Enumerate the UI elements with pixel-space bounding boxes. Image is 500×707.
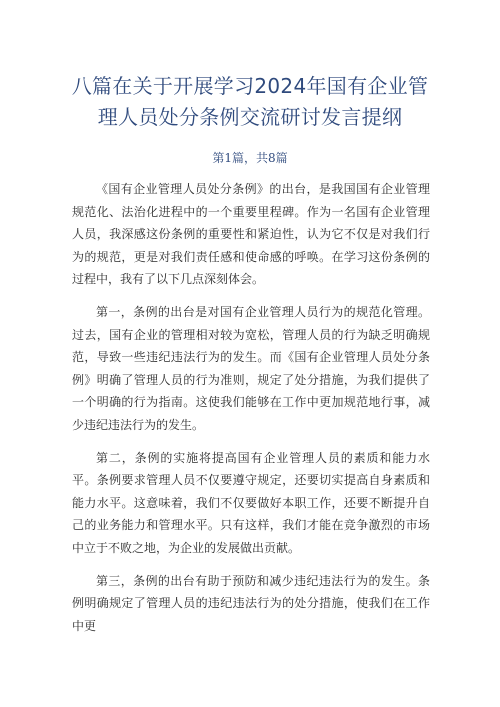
document-body: [72, 178, 430, 647]
paragraph: 第二，条例的实施将提高国有企业管理人员的素质和能力水平。条例要求管理人员不仅要遵守规定，还要切实提高自身素质和能力水平。这意味着，我们不仅要做好本职工作，还要不断提升自己的业务能力和管理水平。只有这样，我们才能在竞争激烈的市场中立于不败之地，为企业的发展做出贡献。: [72, 450, 430, 555]
document-title: 八篇在关于开展学习2024年国有企业管理人员处分条例交流研讨发言提纲: [71, 74, 429, 130]
paragraph: 《国有企业管理人员处分条例》的出台，是我国国有企业管理规范化、法治化进程中的一个重要里程碑。作为一名国有企业管理人员，我深感这份条例的重要性和紧迫性，认为它不仅是对我们行为的规范，更是对我们责任感和使命感的呼唤。在学习这份条例的过程中，我有了以下几点深刻体会。: [72, 182, 430, 287]
paragraph: 第一，条例的出台是对国有企业管理人员行为的规范化管理。过去，国有企业的管理相对较为宽松，管理人员的行为缺乏明确规范，导致一些违纪违法行为的发生。而《国有企业管理人员处分条例》明确了管理人员的行为准则，规定了处分措施，为我们提供了一个明确的行为指南。这使我们能够在工作中更加规范地行事，减少违纪违法行为的发生。: [72, 304, 430, 432]
paragraph: 第三，条例的出台有助于预防和减少违纪违法行为的发生。条例明确规定了管理人员的违纪违法行为的处分措施，使我们在工作中更: [72, 573, 430, 633]
document-subtitle: 第1篇，共8篇: [212, 151, 288, 165]
